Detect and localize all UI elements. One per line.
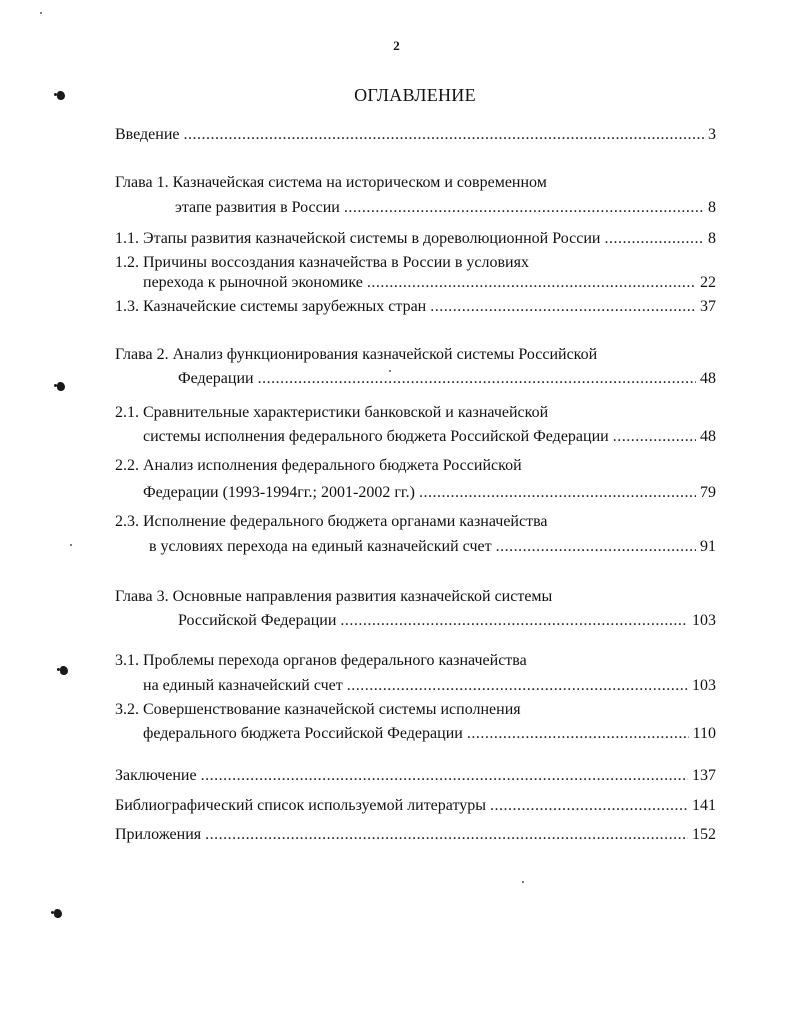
dot-leader (340, 611, 688, 631)
toc-entry-conclusion[interactable] (115, 766, 716, 786)
toc-page-number: 137 (692, 767, 716, 784)
toc-entry-1-1[interactable] (115, 229, 716, 249)
toc-entry-label: Федерации (1993-1994гг.; 2001-2002 гг.) (143, 484, 415, 501)
scan-speck (522, 881, 524, 883)
dot-leader (367, 273, 696, 293)
dot-leader (430, 297, 696, 317)
toc-entry-label: 2.3. Исполнение федерального бюджета органами казначейства (115, 513, 548, 530)
toc-entry-bibliography[interactable] (115, 796, 716, 816)
scan-mark (57, 382, 65, 391)
toc-entry-label: Глава 1. Казначейская система на историческом и современном (115, 174, 547, 191)
toc-page-number: 103 (692, 677, 716, 694)
dot-leader (467, 724, 689, 744)
scan-mark (54, 909, 62, 918)
toc-page-number: 103 (692, 612, 716, 629)
dot-leader (347, 676, 688, 696)
dot-leader (490, 796, 688, 816)
toc-entry-line (175, 198, 716, 218)
page-title: ОГЛАВЛЕНИЕ (354, 85, 476, 105)
toc-entry-line (143, 483, 716, 503)
dot-leader (201, 766, 688, 786)
toc-entry-line (143, 676, 716, 696)
toc-entry-label: перехода к рыночной экономике (143, 274, 363, 291)
toc-entry-appendices[interactable] (115, 825, 716, 845)
toc-page-number: 79 (700, 484, 716, 501)
page-number: 2 (393, 38, 400, 53)
toc-entry-label: федерального бюджета Российской Федерации (143, 725, 463, 742)
toc-entry-intro[interactable] (115, 125, 716, 145)
toc-page-number: 8 (708, 199, 716, 216)
toc-page-number: 8 (708, 230, 716, 247)
toc-entry-label: Введение (115, 126, 180, 143)
toc-entry-label: 2.1. Сравнительные характеристики банковской и казначейской (115, 404, 549, 421)
toc-entry-label: Российской Федерации (178, 612, 337, 629)
dot-leader (258, 369, 696, 389)
toc-entry-line (149, 537, 716, 557)
dot-leader (604, 229, 704, 249)
scan-mark (57, 91, 65, 100)
toc-entry-label: Приложения (115, 826, 202, 843)
toc-entry-line (143, 724, 716, 744)
toc-entry-label: Федерации (178, 370, 254, 387)
toc-entry-line (143, 427, 716, 447)
toc-entry-1-3[interactable] (115, 297, 716, 317)
toc-entry-label: 1.1. Этапы развития казначейской системы в дореволюционной России (115, 230, 601, 247)
toc-page-number: 22 (700, 274, 716, 291)
toc-entry-line (178, 369, 716, 389)
dot-leader (419, 483, 696, 503)
dot-leader (184, 125, 705, 145)
toc-entry-label: на единый казначейский счет (143, 677, 343, 694)
toc-entry-label: системы исполнения федерального бюджета Российской Федерации (143, 428, 609, 445)
toc-entry-label: 1.2. Причины воссоздания казначейства в России в условиях (115, 254, 529, 271)
toc-entry-label: в условиях перехода на единый казначейский счет (149, 538, 492, 555)
toc-page-number: 48 (700, 428, 716, 445)
toc-page-number: 48 (700, 370, 716, 387)
toc-page-number: 152 (692, 826, 716, 843)
toc-entry-label: 1.3. Казначейские системы зарубежных стран (115, 298, 427, 315)
dot-leader (205, 825, 688, 845)
dot-leader (613, 427, 696, 447)
toc-entry-label: Глава 2. Анализ функционирования казначейской системы Российской (115, 346, 598, 363)
dot-leader (496, 537, 696, 557)
toc-page-number: 91 (700, 538, 716, 555)
scan-speck (70, 544, 72, 546)
toc-entry-label: 3.2. Совершенствование казначейской системы исполнения (115, 701, 521, 718)
toc-entry-line (143, 273, 716, 293)
dot-leader (344, 198, 704, 218)
toc-entry-label: этапе развития в России (175, 199, 340, 216)
toc-entry-line (178, 611, 716, 631)
toc-entry-label: 2.2. Анализ исполнения федерального бюджета Российской (115, 457, 522, 474)
toc-page-number: 37 (700, 298, 716, 315)
scan-mark (60, 666, 68, 675)
toc-entry-label: Заключение (115, 767, 197, 784)
toc-entry-label: 3.1. Проблемы перехода органов федерального казначейства (115, 652, 527, 669)
toc-entry-label: Библиографический список используемой литературы (115, 797, 486, 814)
toc-page-number: 110 (692, 725, 716, 742)
toc-page-number: 3 (708, 126, 716, 143)
toc-entry-label: Глава 3. Основные направления развития казначейской системы (115, 588, 553, 605)
toc-page-number: 141 (692, 797, 716, 814)
scan-speck (40, 12, 42, 14)
